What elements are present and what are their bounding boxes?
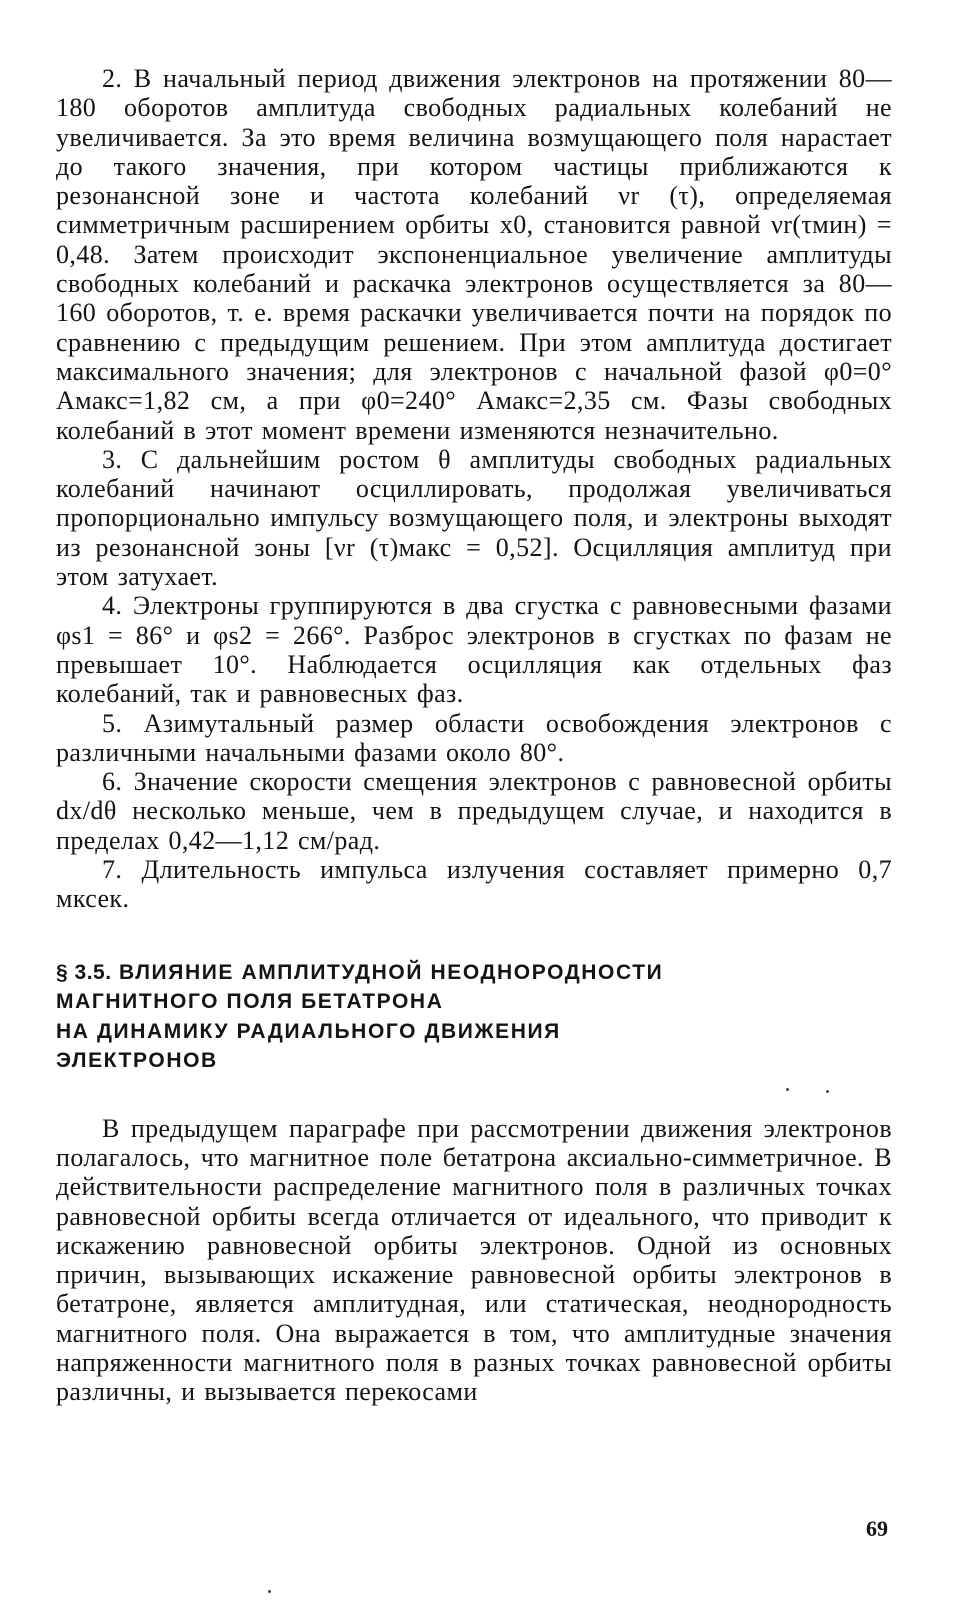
page-number: 69 (866, 1516, 888, 1541)
section-heading-line-2: МАГНИТНОГО ПОЛЯ БЕТАТРОНА (56, 990, 444, 1014)
section-heading-line-1 (56, 958, 892, 988)
paragraph-item-5: 5. Азимутальный размер области освобождения электронов с различными начальными фазами около 80°. (56, 708, 892, 767)
print-speck (268, 1590, 271, 1593)
section-heading (56, 958, 892, 1076)
section-heading-line-3: НА ДИНАМИКУ РАДИАЛЬНОГО ДВИЖЕНИЯ (56, 1019, 561, 1043)
page-body (56, 64, 892, 1407)
paragraph-item-3: 3. С дальнейшим ростом θ амплитуды свободных радиальных колебаний начинают осциллировать, продолжая увеличиваться пропорционально импульсу возмущающего поля, и электроны выходят из резонансной зоны [νr (τ)макс = 0,52]. Осцилляция амплитуд при этом затухает. (56, 444, 892, 592)
section-number: § 3.5. (56, 960, 112, 984)
paragraph-item-7: 7. Длительность импульса излучения составляет примерно 0,7 мксек. (56, 855, 892, 914)
section-heading-text-1: ВЛИЯНИЕ АМПЛИТУДНОЙ НЕОДНОРОДНОСТИ (118, 960, 664, 984)
paragraph-item-2: 2. В начальный период движения электронов на протяжении 80—180 оборотов амплитуда свободных радиальных колебаний не увеличивается. За это время величина возмущающего поля нарастает до такого значения, при котором частицы приближаются к резонансной зоне и частота колебаний νr (τ), определяемая симметричным расширением орбиты x0, становится равной νr(τмин) = 0,48. Затем происходит экспоненциальное увеличение амплитуды свободных колебаний и раскачка электронов осуществляется за 80—160 оборотов, т. е. время раскачки увеличивается почти на порядок по сравнению с предыдущим решением. При этом амплитуда достигает максимального значения; для электронов с начальной фазой φ0=0° Aмакс=1,82 см, а при φ0=240° Aмакс=2,35 см. Фазы свободных колебаний в этот момент времени изменяются незначительно. (56, 64, 892, 445)
paragraph-item-4: 4. Электроны группируются в два сгустка с равновесными фазами φs1 = 86° и φs2 = 266°. Разброс электронов в сгустках по фазам не превышает 10°. Наблюдается осцилляция как отдельных фаз колебаний, так и равновесных фаз. (56, 591, 892, 709)
print-speck (786, 1088, 789, 1091)
print-speck (826, 1090, 829, 1093)
section-heading-line-4: ЭЛЕКТРОНОВ (56, 1049, 218, 1073)
paragraph-item-6: 6. Значение скорости смещения электронов с равновесной орбиты dx/dθ несколько меньше, чем в предыдущем случае, и находится в пределах 0,42—1,12 см/рад. (56, 767, 892, 855)
paragraph-intro: В предыдущем параграфе при рассмотрении движения электронов полагалось, что магнитное поле бетатрона аксиально-симметричное. В действительности распределение магнитного поля в различных точках равновесной орбиты всегда отличается от идеального, что приводит к искажению равновесной орбиты электронов. Одной из основных причин, вызывающих искажение равновесной орбиты электронов в бетатроне, является амплитудная, или статическая, неоднородность магнитного поля. Она выражается в том, что амплитудные значения напряженности магнитного поля в разных точках равновесной орбиты различны, и вызывается перекосами (56, 1113, 892, 1407)
